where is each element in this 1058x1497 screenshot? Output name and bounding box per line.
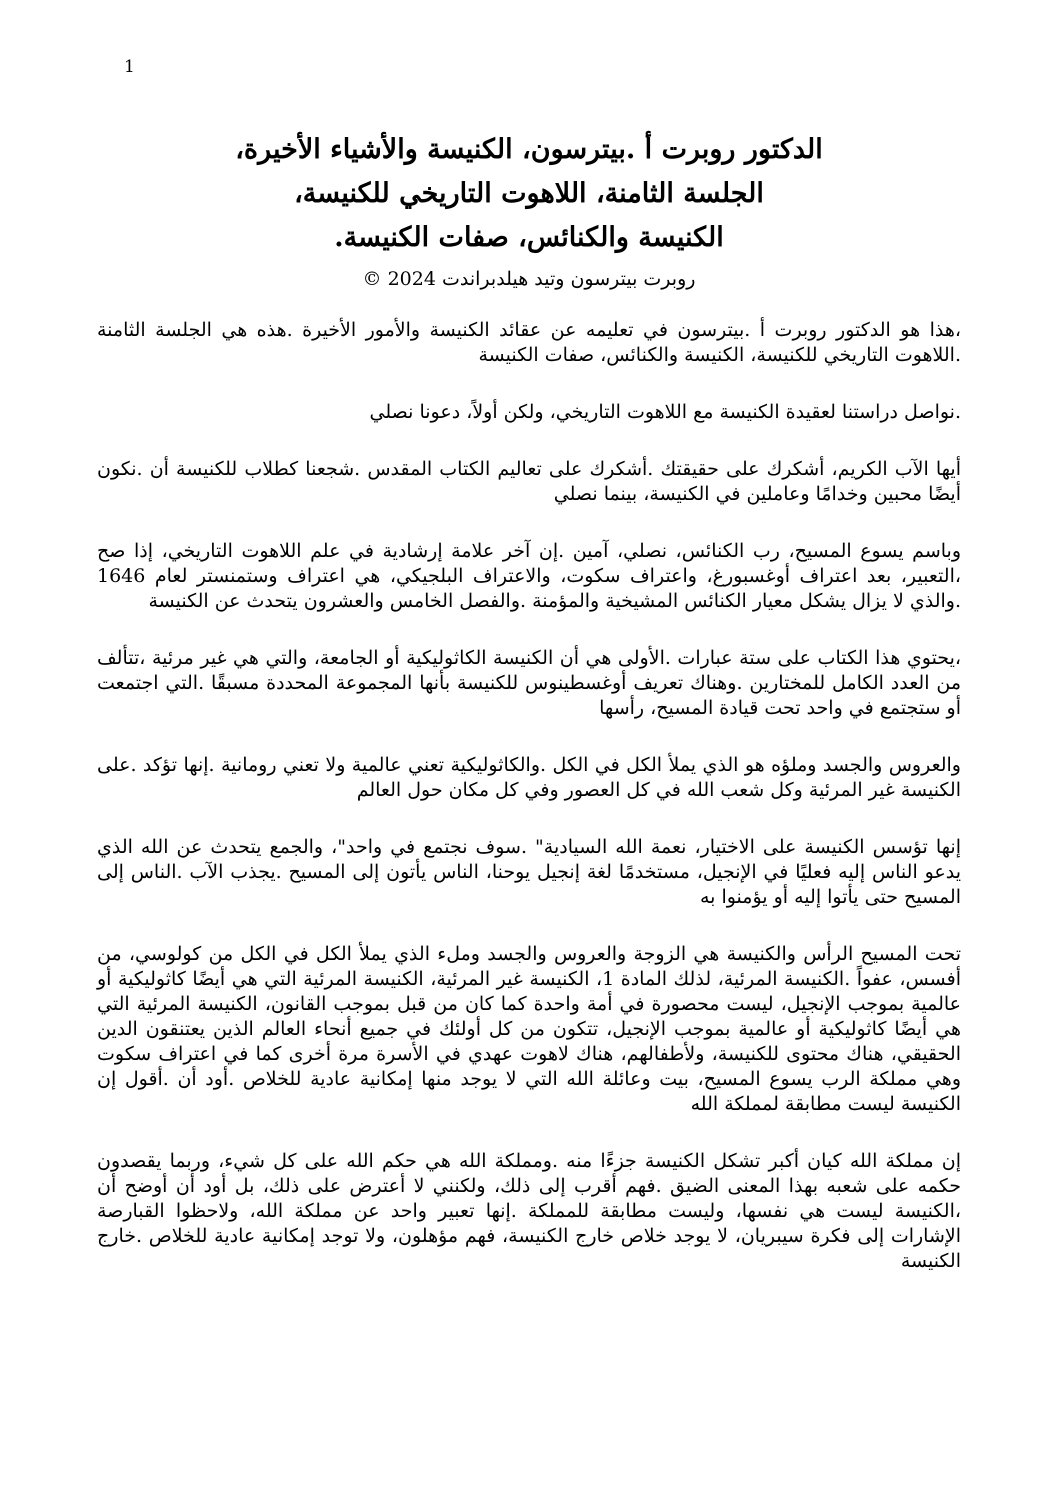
paragraph-continue: .نواصل دراستنا لعقيدة الكنيسة مع اللاهوت التاريخي، ولكن أولاً، دعونا نصلي — [369, 401, 961, 423]
paragraph-kingdom: إن مملكة الله كيان أكبر تشكل الكنيسة جزءًا منه .ومملكة الله هي حكم الله على كل شيء، وربما يقصدون حكمه على شعبه بهذا المعنى الضيق .فهم أقرب إلى ذلك، ولكنني لا أعترض على ذلك، بل أود أن أوضح أن ،الكنيسة ليست هي نفسها، وليست مطابقة للمملكة .إنها تعبير واحد عن مملكة الله، ولاحظوا القبارصة الإشارات إلى فكرة سيبريان، لا يوجد خلاص خارج الكنيسة، فهم مؤهلون، ولا توجد إمكانية عادية للخلاص .خارج الكنيسة — [97, 1150, 961, 1272]
title-line-1: الدكتور روبرت أ .بيترسون، الكنيسة والأشياء الأخيرة، — [235, 134, 823, 165]
paragraph-prayer: أيها الآب الكريم، أشكرك على حقيقتك .أشكرك على تعاليم الكتاب المقدس .شجعنا كطلاب للكنيسة أن .نكون أيضًا محبين وخدامًا وعاملين في الكنيسة، بينما نصلي — [97, 458, 962, 505]
page-number: 1 — [124, 57, 135, 77]
paragraph-six-phrases: ،يحتوي هذا الكتاب على ستة عبارات .الأولى هي أن الكنيسة الكاثوليكية أو الجامعة، والتي هي غير مرئية ،تتألف من العدد الكامل للمختارين .وهناك تعريف أوغسطينوس للكنيسة بأنها المجموعة المحددة مسبقًا .التي اجتمعت أو ستجتمع في واحد تحت قيادة المسيح، رأسها — [97, 647, 961, 719]
paragraph-catholic: والعروس والجسد وملؤه هو الذي يملأ الكل في الكل .والكاثوليكية تعني عالمية ولا تعني رومانية .إنها تؤكد .على الكنيسة غير المرئية وكل شعب الله في كل العصور وفي كل مكان حول العالم — [97, 754, 961, 801]
paragraph-election: إنها تؤسس الكنيسة على الاختيار، نعمة الله السيادية" .سوف نجتمع في واحد"، والجمع يتحدث عن الله الذي يدعو الناس إليه فعليًا في الإنجيل، مستخدمًا لغة إنجيل يوحنا، الناس يأتون إلى المسيح .يجذب الآب .الناس إلى المسيح حتى يأتوا إليه أو يؤمنوا به — [97, 836, 961, 908]
copyright-line: روبرت بيترسون وتيد هيلدبراندت 2024 © — [362, 268, 696, 290]
title-line-2: الجلسة الثامنة، اللاهوت التاريخي للكنيسة، — [294, 178, 764, 209]
page-content — [97, 0, 961, 1274]
title-line-3: الكنيسة والكنائس، صفات الكنيسة. — [334, 222, 724, 253]
paragraph-visible-church: تحت المسيح الرأس والكنيسة هي الزوجة والعروس والجسد وملء الذي يملأ الكل في الكل من كولوسي، من أفسس، عفواً .الكنيسة المرئية، لذلك المادة 1، الكنيسة غير المرئية، الكنيسة المرئية التي هي أيضًا كاثوليكية أو عالمية بموجب الإنجيل، ليست محصورة في أمة واحدة كما كان من قبل بموجب القانون، الكنيسة المرئية التي هي أيضًا كاثوليكية أو عالمية بموجب الإنجيل، تتكون من كل أولئك في جميع أنحاء العالم الذين يعتنقون الدين الحقيقي، هناك محتوى للكنيسة، ولأطفالهم، هناك لاهوت عهدي في الأسرة مرة أخرى كما في اعتراف سكوت وهي مملكة الرب يسوع المسيح، بيت وعائلة الله التي لا يوجد منها إمكانية عادية للخلاص .أود أن .أقول إن الكنيسة ليست مطابقة لمملكة الله — [97, 943, 961, 1115]
paragraph-westminster: وباسم يسوع المسيح، رب الكنائس، نصلي، آمين .إن آخر علامة إرشادية في علم اللاهوت التاريخي، إذا صح ،التعبير، بعد اعتراف أوغسبورغ، واعتراف سكوت، والاعتراف البلجيكي، هي اعتراف وستمنستر لعام 1646 .والذي لا يزال يشكل معيار الكنائس المشيخية والمؤمنة .والفصل الخامس والعشرون يتحدث عن الكنيسة — [97, 540, 961, 612]
document-title — [97, 128, 961, 260]
document-body — [97, 318, 961, 1274]
paragraph-intro: ،هذا هو الدكتور روبرت أ .بيترسون في تعليمه عن عقائد الكنيسة والأمور الأخيرة .هذه هي الجلسة الثامنة .اللاهوت التاريخي للكنيسة، الكنيسة والكنائس، صفات الكنيسة — [97, 319, 961, 366]
